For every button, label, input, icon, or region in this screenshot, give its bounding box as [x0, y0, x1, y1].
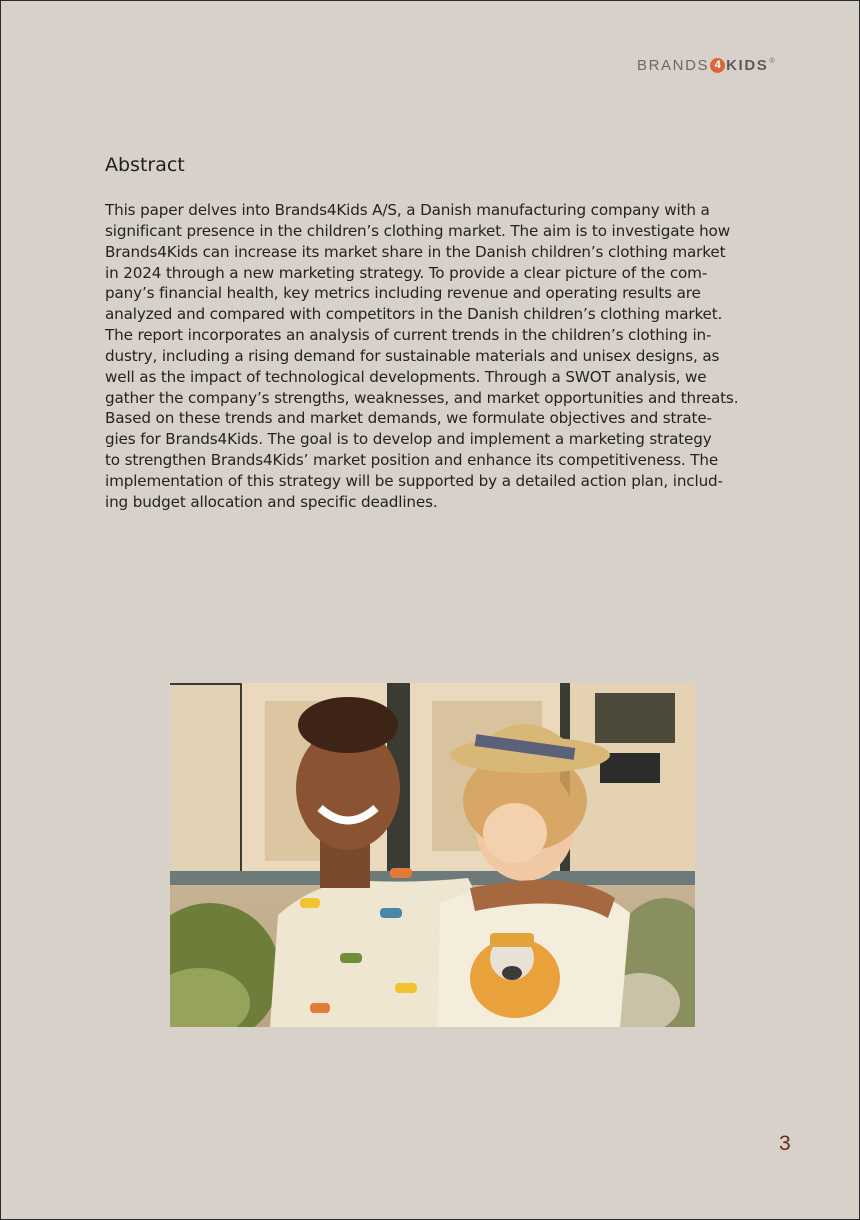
abstract-heading: Abstract [105, 154, 185, 176]
abstract-line: ing budget allocation and specific deadlines. [105, 492, 438, 511]
logo-number-badge: 4 [710, 58, 725, 73]
kids-photo [170, 683, 695, 1027]
abstract-line: The report incorporates an analysis of current trends in the children’s clothing in- [105, 326, 712, 345]
abstract-line: significant presence in the children’s clothing market. The aim is to investigate how [105, 221, 730, 240]
abstract-line: Brands4Kids can increase its market share in the Danish children’s clothing market [105, 242, 726, 261]
abstract-line: This paper delves into Brands4Kids A/S, a Danish manufacturing company with a [105, 201, 710, 219]
abstract-line: to strengthen Brands4Kids’ market position and enhance its competitiveness. The [105, 451, 719, 470]
page-number: 3 [779, 1132, 791, 1155]
abstract-line: dustry, including a rising demand for sustainable materials and unisex designs, as [105, 346, 720, 365]
logo-kids-text: KIDS [726, 57, 769, 74]
abstract-line: gies for Brands4Kids. The goal is to develop and implement a marketing strategy [105, 430, 712, 449]
abstract-line: Based on these trends and market demands, we formulate objectives and strate- [105, 409, 712, 428]
logo-registered-mark: ® [769, 58, 775, 65]
abstract-body [105, 200, 755, 513]
abstract-line: in 2024 through a new marketing strategy. To provide a clear picture of the com- [105, 263, 708, 282]
abstract-line: implementation of this strategy will be supported by a detailed action plan, includ- [105, 471, 723, 490]
abstract-line: pany’s financial health, key metrics including revenue and operating results are [105, 284, 701, 303]
abstract-line: gather the company’s strengths, weaknesses, and market opportunities and threats. [105, 388, 739, 407]
abstract-line: analyzed and compared with competitors in the Danish children’s clothing market. [105, 305, 723, 324]
brands4kids-logo [637, 57, 775, 74]
logo-brands-text: BRANDS [637, 57, 710, 74]
abstract-line: well as the impact of technological developments. Through a SWOT analysis, we [105, 367, 707, 386]
